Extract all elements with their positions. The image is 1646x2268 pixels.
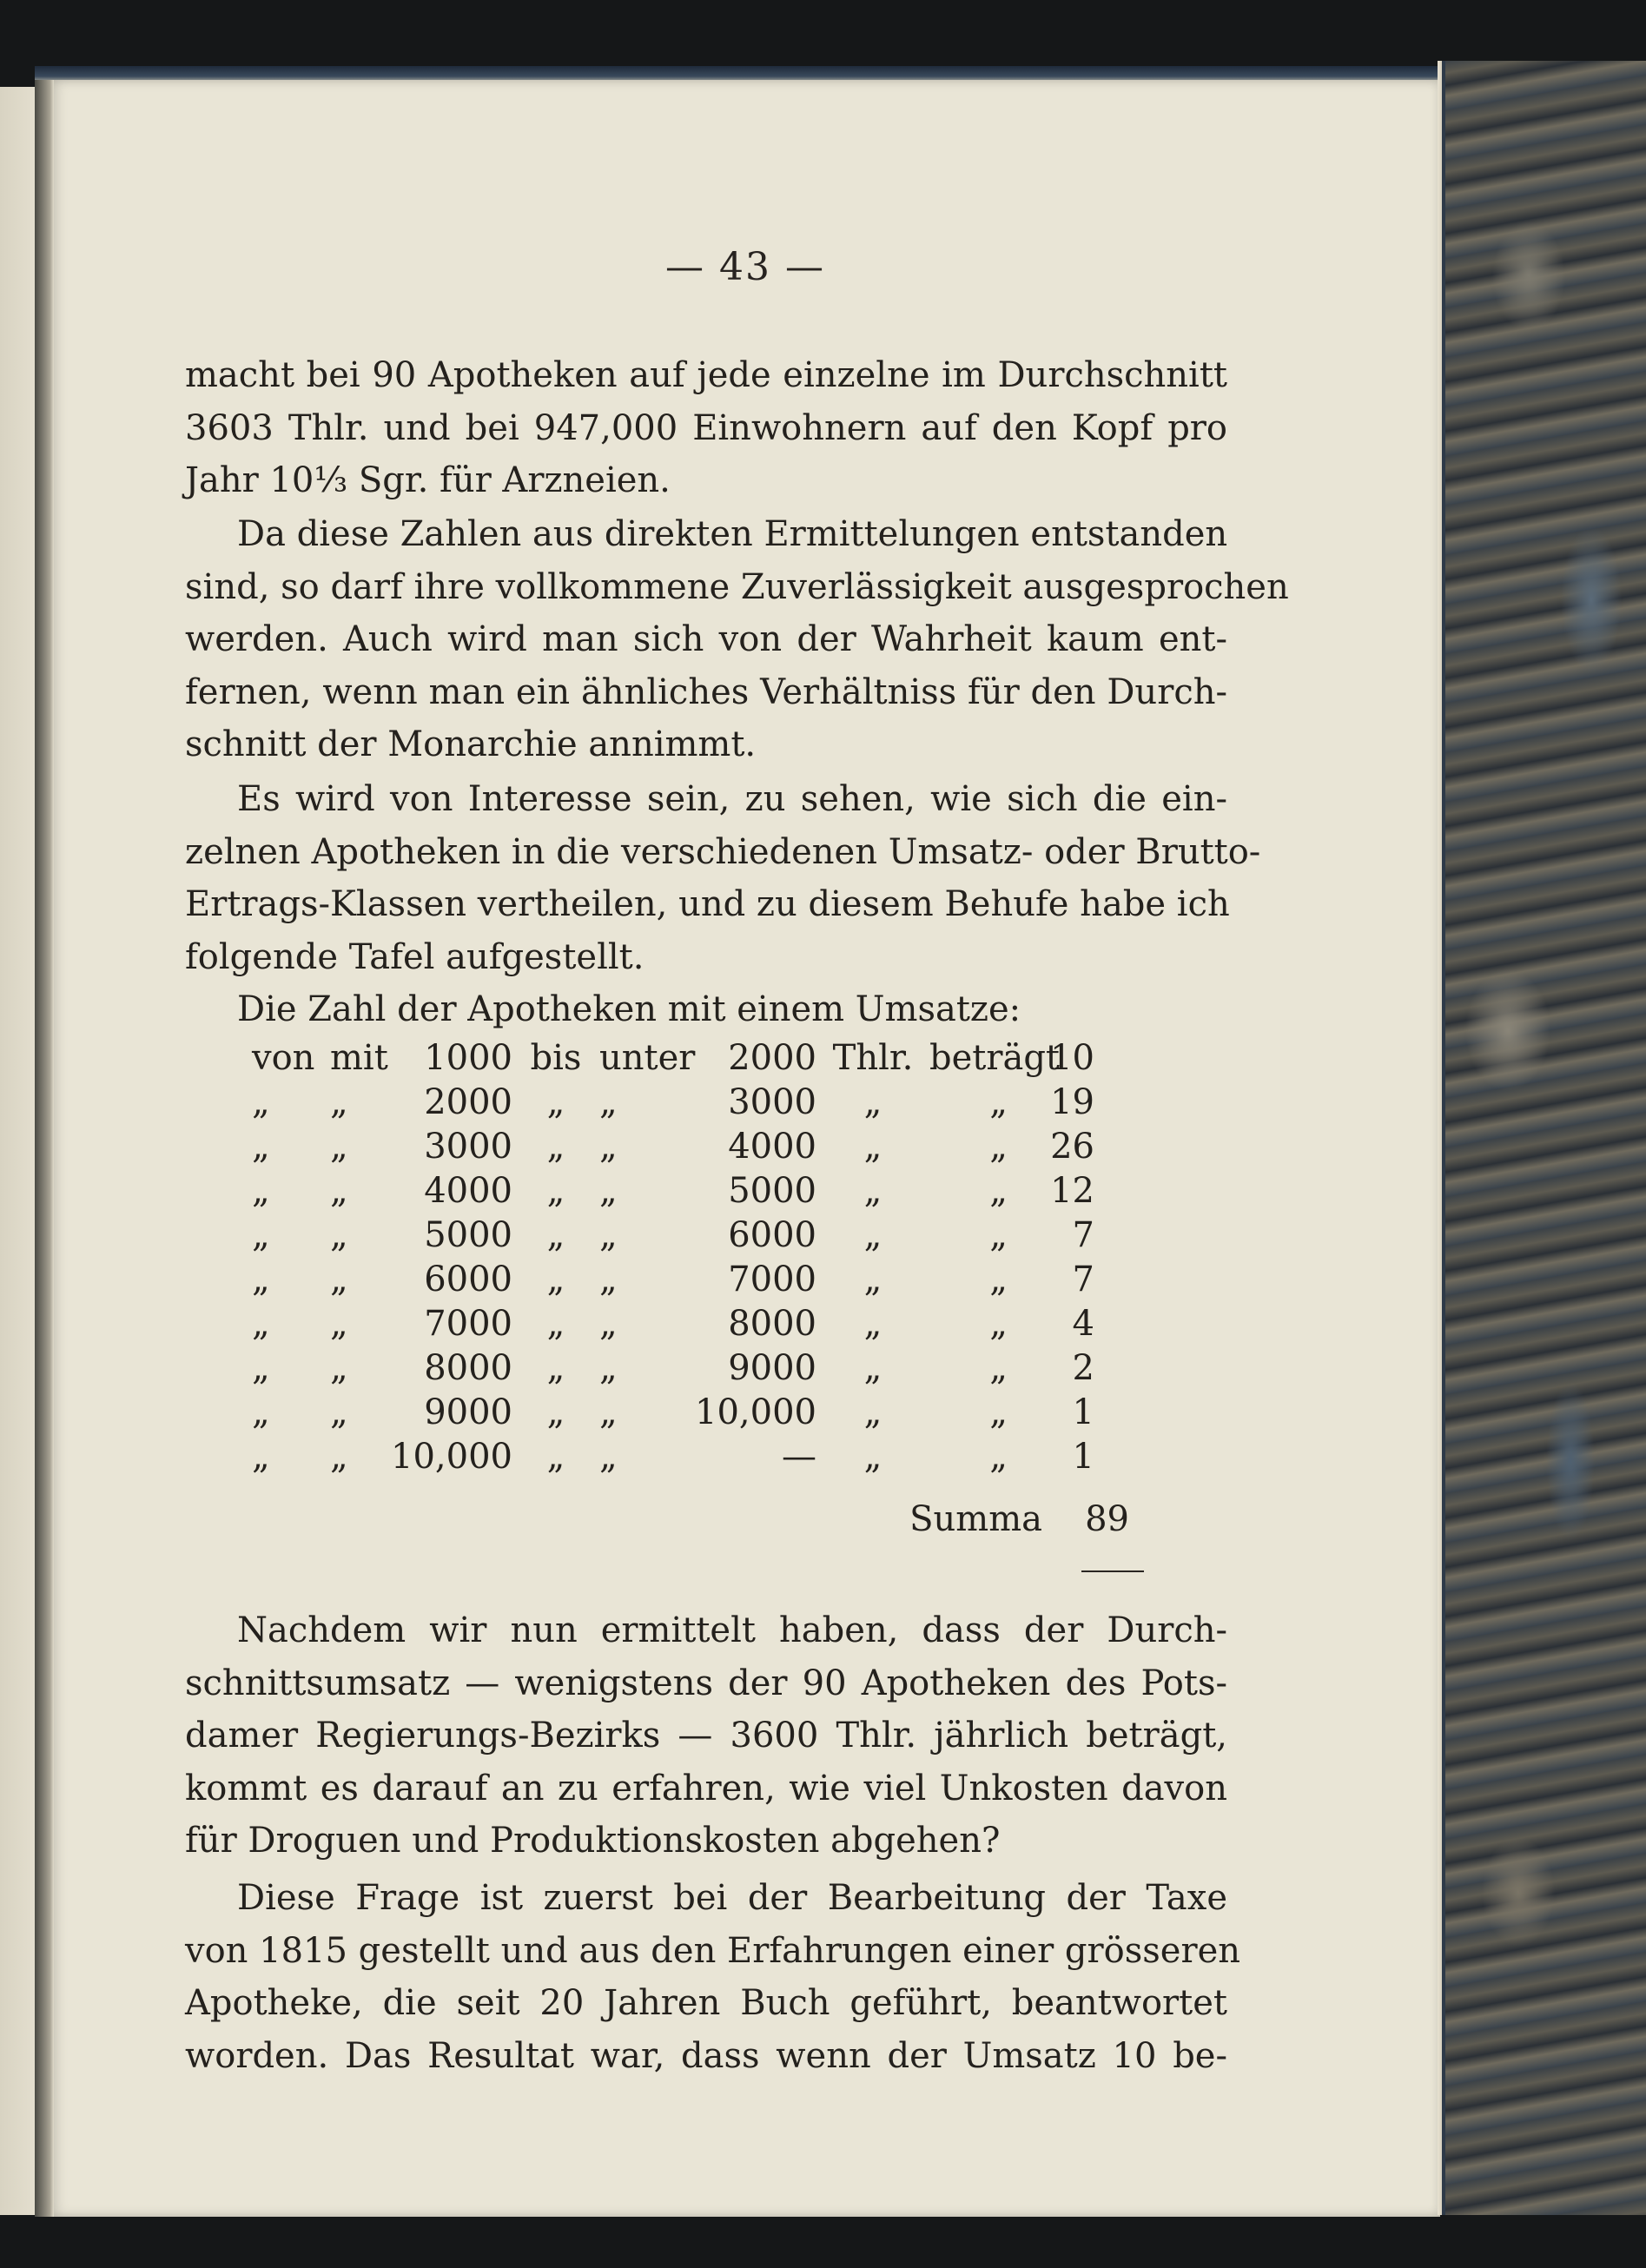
table-cell-c: „ — [546, 1214, 565, 1255]
table-cell-f: „ — [989, 1347, 1008, 1388]
table-cell-e: „ — [863, 1436, 882, 1477]
table-row — [252, 1301, 1094, 1346]
table-row — [252, 1124, 1094, 1168]
table-cell-f: „ — [989, 1126, 1008, 1167]
table-cell-n: 1 — [1072, 1392, 1094, 1432]
table-cell-c: „ — [546, 1303, 565, 1344]
table-cell-c: „ — [546, 1436, 565, 1477]
table-cell-c: „ — [546, 1259, 565, 1299]
table-cell-d: „ — [599, 1392, 618, 1432]
table-cell-from: 7000 — [424, 1303, 512, 1344]
table-cell-from: 10,000 — [391, 1436, 512, 1477]
table-cell-f: beträgt — [929, 1037, 1060, 1078]
text-line: 3603 Thlr. und bei 947,000 Einwohnern auf den Kopf pro — [185, 407, 1227, 448]
text-line: worden. Das Resultat war, dass wenn der Umsatz 10 be- — [185, 2035, 1227, 2076]
table-row — [252, 1213, 1094, 1257]
page-number: — 43 — — [665, 245, 825, 289]
table-cell-from: 2000 — [424, 1081, 512, 1122]
table-cell-e: „ — [863, 1259, 882, 1299]
table-row — [252, 1434, 1094, 1478]
table-cell-b: mit — [330, 1037, 388, 1078]
table-cell-from: 8000 — [424, 1347, 512, 1388]
table-cell-e: „ — [863, 1126, 882, 1167]
table-cell-f: „ — [989, 1392, 1008, 1432]
table-cell-f: „ — [989, 1214, 1008, 1255]
table-cell-b: „ — [330, 1347, 348, 1388]
table-cell-f: „ — [989, 1436, 1008, 1477]
table-cell-e: „ — [863, 1081, 882, 1122]
text-line: Apotheke, die seit 20 Jahren Buch geführt, beantwortet — [185, 1983, 1227, 2023]
table-cell-to: 5000 — [728, 1170, 816, 1211]
marbled-cover — [1442, 61, 1646, 2215]
table-cell-c: „ — [546, 1170, 565, 1211]
table-intro — [185, 983, 1227, 1036]
table-cell-a: „ — [252, 1347, 270, 1388]
table-cell-d: „ — [599, 1259, 618, 1299]
paragraph-1 — [185, 349, 1227, 507]
text-line: macht bei 90 Apotheken auf jede einzelne im Durchschnitt — [185, 355, 1227, 395]
table-cell-n: 19 — [1050, 1081, 1094, 1122]
text-line: für Droguen und Produktionskosten abgehen? — [185, 1821, 1001, 1861]
summa-value: 89 — [1085, 1499, 1129, 1539]
table-cell-c: „ — [546, 1347, 565, 1388]
table-cell-f: „ — [989, 1259, 1008, 1299]
table-cell-a: von — [252, 1037, 315, 1078]
table-cell-to: 2000 — [728, 1037, 816, 1078]
table-row — [252, 1080, 1094, 1124]
table-cell-from: 9000 — [424, 1392, 512, 1432]
text-line: Diese Frage ist zuerst bei der Bearbeitung der Taxe — [237, 1878, 1227, 1918]
table-cell-c: „ — [546, 1392, 565, 1432]
table-cell-b: „ — [330, 1303, 348, 1344]
table-cell-to: 8000 — [728, 1303, 816, 1344]
table-cell-to: 4000 — [728, 1126, 816, 1167]
table-cell-a: „ — [252, 1126, 270, 1167]
table-cell-to: 7000 — [728, 1259, 816, 1299]
table-cell-b: „ — [330, 1214, 348, 1255]
table-cell-to: 6000 — [728, 1214, 816, 1255]
paragraph-3 — [185, 773, 1261, 983]
table-cell-a: „ — [252, 1259, 270, 1299]
paragraph-4 — [185, 1604, 1227, 1868]
text-line: folgende Tafel aufgestellt. — [185, 936, 645, 977]
table-cell-d: „ — [599, 1303, 618, 1344]
table-cell-e: „ — [863, 1214, 882, 1255]
table-cell-c: „ — [546, 1081, 565, 1122]
table-cell-f: „ — [989, 1081, 1008, 1122]
left-page-edge — [0, 87, 35, 2215]
table-cell-b: „ — [330, 1259, 348, 1299]
text-line: von 1815 gestellt und aus den Erfahrungen einer grösseren — [185, 1930, 1240, 1971]
table-cell-from: 4000 — [424, 1170, 512, 1211]
table-cell-b: „ — [330, 1081, 348, 1122]
table-row — [252, 1257, 1094, 1301]
book-page — [50, 80, 1440, 2217]
table-cell-n: 7 — [1072, 1259, 1094, 1299]
table-cell-n: 1 — [1072, 1436, 1094, 1477]
table-cell-n: 10 — [1050, 1037, 1094, 1078]
summa-row — [252, 1487, 1129, 1539]
table-cell-from: 3000 — [424, 1126, 512, 1167]
table-cell-f: „ — [989, 1170, 1008, 1211]
table-cell-a: „ — [252, 1303, 270, 1344]
table-cell-d: „ — [599, 1347, 618, 1388]
table-cell-a: „ — [252, 1081, 270, 1122]
table-cell-d: unter — [599, 1037, 696, 1078]
table-cell-n: 26 — [1050, 1126, 1094, 1167]
paragraph-5 — [185, 1872, 1240, 2082]
table-row — [252, 1346, 1094, 1390]
table-cell-n: 7 — [1072, 1214, 1094, 1255]
text-line: Es wird von Interesse sein, zu sehen, wie sich die ein- — [237, 779, 1227, 819]
table-cell-from: 1000 — [424, 1037, 512, 1078]
text-line: Die Zahl der Apotheken mit einem Umsatze: — [237, 989, 1021, 1029]
page-gutter — [35, 80, 54, 2217]
table-cell-b: „ — [330, 1126, 348, 1167]
table-cell-d: „ — [599, 1170, 618, 1211]
table-cell-to: 3000 — [728, 1081, 816, 1122]
paragraph-2 — [185, 508, 1289, 771]
table-cell-e: „ — [863, 1347, 882, 1388]
table-cell-e: „ — [863, 1392, 882, 1432]
table-cell-e: Thlr. — [832, 1037, 914, 1078]
table-cell-to: 9000 — [728, 1347, 816, 1388]
table-cell-d: „ — [599, 1436, 618, 1477]
text-line: schnitt der Monarchie annimmt. — [185, 724, 757, 764]
summa-rule — [1081, 1570, 1144, 1572]
table-cell-a: „ — [252, 1170, 270, 1211]
table-cell-b: „ — [330, 1170, 348, 1211]
table-cell-f: „ — [989, 1303, 1008, 1344]
text-line: schnittsumsatz — wenigstens der 90 Apotheken des Pots- — [185, 1663, 1227, 1703]
table-cell-n: 4 — [1072, 1303, 1094, 1344]
table-cell-from: 6000 — [424, 1259, 512, 1299]
text-line: Ertrags-Klassen vertheilen, und zu diesem Behufe habe ich — [185, 884, 1230, 924]
text-line: sind, so darf ihre vollkommene Zuverlässigkeit ausgesprochen — [185, 566, 1289, 607]
table-body — [252, 1035, 1094, 1478]
table-cell-to: 10,000 — [695, 1392, 816, 1432]
summa-label: Summa — [909, 1499, 1042, 1539]
text-line: werden. Auch wird man sich von der Wahrheit kaum ent- — [185, 619, 1227, 659]
table-cell-c: „ — [546, 1126, 565, 1167]
text-line: kommt es darauf an zu erfahren, wie viel Unkosten davon — [185, 1768, 1227, 1808]
text-line: damer Regierungs-Bezirks — 3600 Thlr. jährlich beträgt, — [185, 1716, 1227, 1756]
text-line: Da diese Zahlen aus direkten Ermittelungen entstanden — [237, 514, 1228, 554]
text-line: fernen, wenn man ein ähnliches Verhältniss für den Durch- — [185, 671, 1227, 712]
table-cell-a: „ — [252, 1214, 270, 1255]
table-cell-c: bis — [530, 1037, 582, 1078]
table-cell-d: „ — [599, 1081, 618, 1122]
table-row — [252, 1390, 1094, 1434]
table-cell-to: — — [782, 1436, 816, 1477]
table-cell-b: „ — [330, 1392, 348, 1432]
table-cell-b: „ — [330, 1436, 348, 1477]
table-cell-from: 5000 — [424, 1214, 512, 1255]
table-cell-e: „ — [863, 1170, 882, 1211]
text-line: Jahr 10⅓ Sgr. für Arzneien. — [185, 460, 671, 500]
table-cell-e: „ — [863, 1303, 882, 1344]
text-line: Nachdem wir nun ermittelt haben, dass der Durch- — [237, 1610, 1227, 1650]
text-line: zelnen Apotheken in die verschiedenen Umsatz- oder Brutto- — [185, 831, 1261, 872]
table-row — [252, 1035, 1094, 1080]
table-cell-d: „ — [599, 1214, 618, 1255]
table-cell-d: „ — [599, 1126, 618, 1167]
table-cell-a: „ — [252, 1436, 270, 1477]
table-cell-a: „ — [252, 1392, 270, 1432]
table-cell-n: 12 — [1050, 1170, 1094, 1211]
table-cell-n: 2 — [1072, 1347, 1094, 1388]
table-row — [252, 1168, 1094, 1213]
